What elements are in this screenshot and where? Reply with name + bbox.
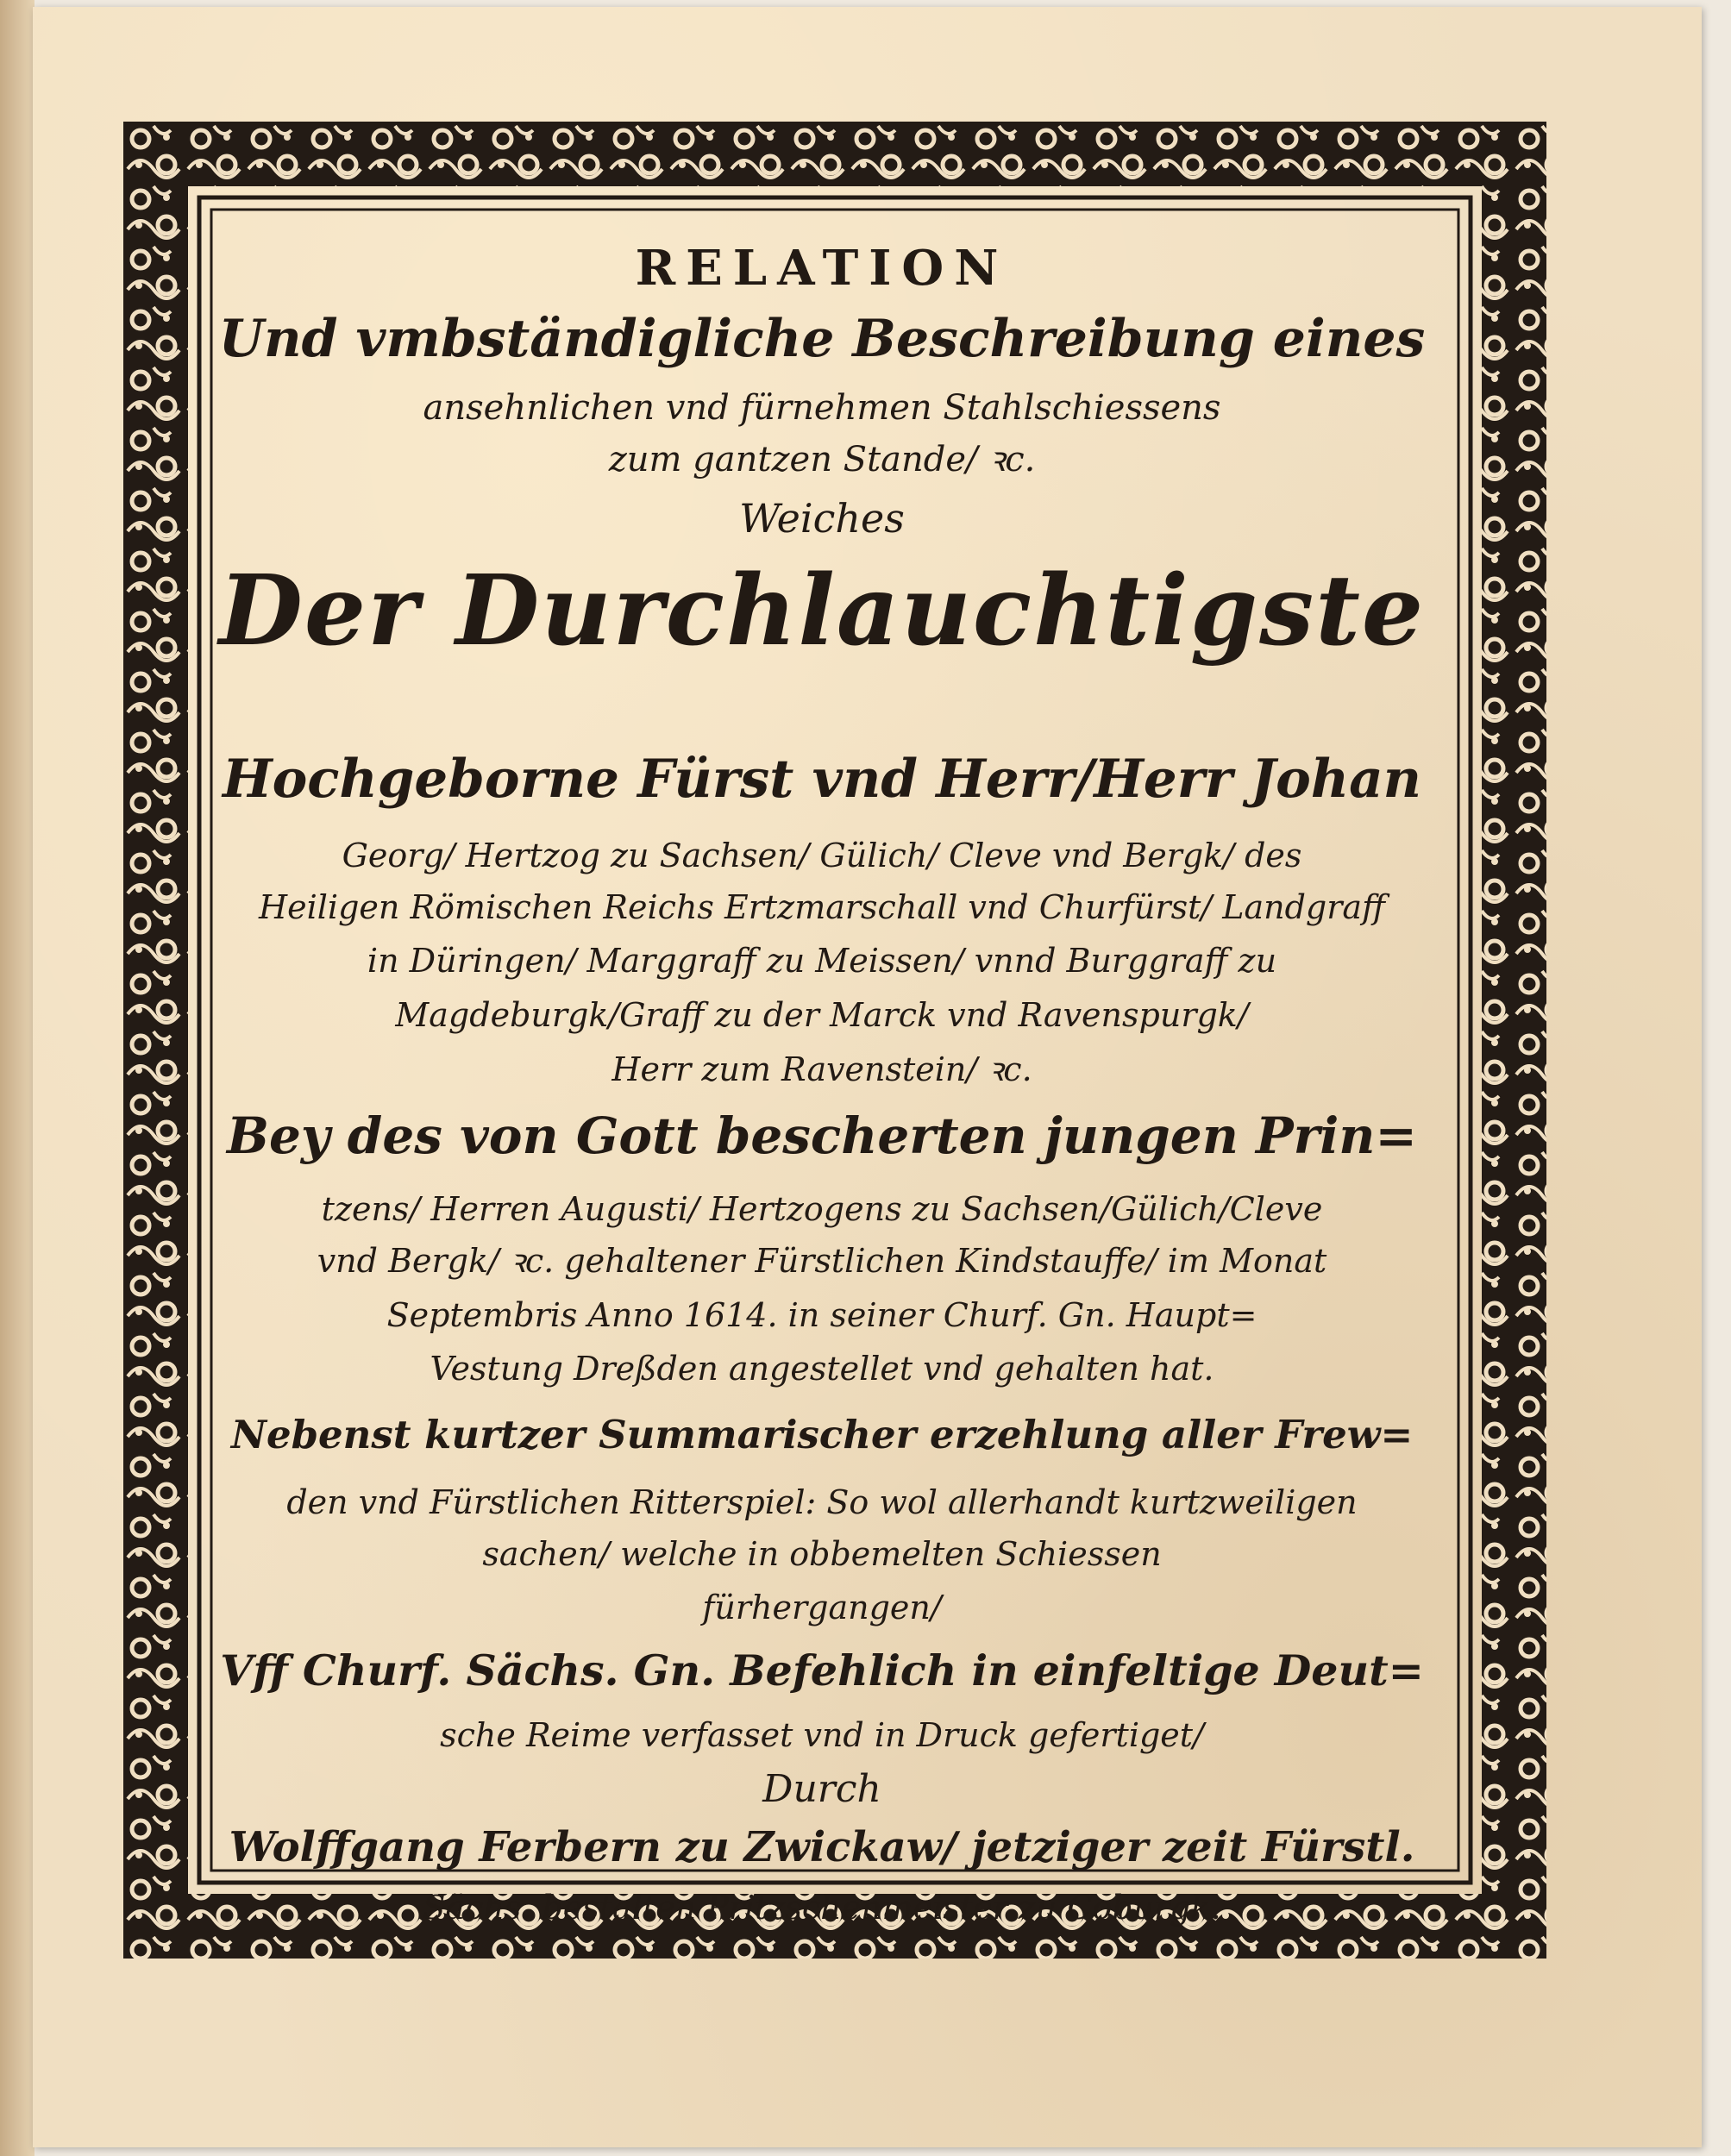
georg-line: Heiligen Römischen Reichs Ertzmarschall vnd Churfürst/ Landgraff [258, 888, 1385, 926]
title-text-block [218, 227, 1426, 1927]
vff-line: sche Reime verfasset vnd in Druck gefertiget/ [440, 1716, 1204, 1754]
title-line-3: zum gantzen Stande/ ꝛc. [608, 440, 1036, 479]
heading-relation: RELATION [635, 240, 1009, 297]
prinz-line: tzens/ Herren Augusti/ Hertzogens zu Sachsen/Gülich/Cleve [321, 1190, 1323, 1228]
prinz-line: Septembris Anno 1614. in seiner Churf. Gn. Haupt= [386, 1296, 1257, 1334]
title-line-2: ansehnlichen vnd fürnehmen Stahlschiessens [423, 388, 1221, 428]
title-nebenst: Nebenst kurtzer Summarischer erzehlung aller Frew= [230, 1412, 1414, 1457]
title-page [33, 7, 1702, 2147]
title-vff: Vff Churf. Sächs. Gn. Befehlich in einfeltige Deut= [220, 1645, 1424, 1695]
book-spine-shadow [0, 0, 34, 2156]
title-durch: Durch [762, 1767, 881, 1811]
title-line-1: Und vmbständigliche Beschreibung eines [218, 309, 1426, 369]
nebenst-line: sachen/ welche in obbemelten Schiessen [482, 1535, 1162, 1573]
prinz-line: Vestung Dreßden angestellet vnd gehalten hat. [430, 1350, 1214, 1388]
nebenst-line: den vnd Fürstlichen Ritterspiel: So wol allerhandt kurtzweiligen [286, 1483, 1358, 1521]
nebenst-line: fürhergangen/ [702, 1589, 942, 1626]
title-weiches: Weiches [739, 495, 905, 542]
georg-line: Georg/ Hertzog zu Sachsen/ Gülich/ Cleve vnd Bergk/ des [342, 837, 1302, 874]
title-bey: Bey des von Gott bescherten jungen Prin= [226, 1106, 1418, 1165]
georg-line: Magdeburgk/Graff zu der Marck vnd Ravenspurgk/ [395, 996, 1249, 1034]
title-der-durchlauchtigste: Der Durchlauchtigste [218, 555, 1426, 667]
title-hochgeborne: Hochgeborne Fürst vnd Herr/Herr Johan [222, 749, 1422, 810]
author-line: Wolffgang Ferbern zu Zwickaw/ jetziger zeit Fürstl. [229, 1823, 1415, 1871]
prinz-line: vnd Bergk/ ꝛc. gehaltener Fürstlichen Kindstauffe/ im Monat [317, 1242, 1327, 1280]
georg-line: in Düringen/ Marggraff zu Meissen/ vnnd Burggraff zu [367, 942, 1277, 980]
georg-line: Herr zum Ravenstein/ ꝛc. [611, 1050, 1032, 1088]
author-subline: Sächs. bestalten Pritzschenmeister zu Coburgk. [423, 1889, 1221, 1927]
